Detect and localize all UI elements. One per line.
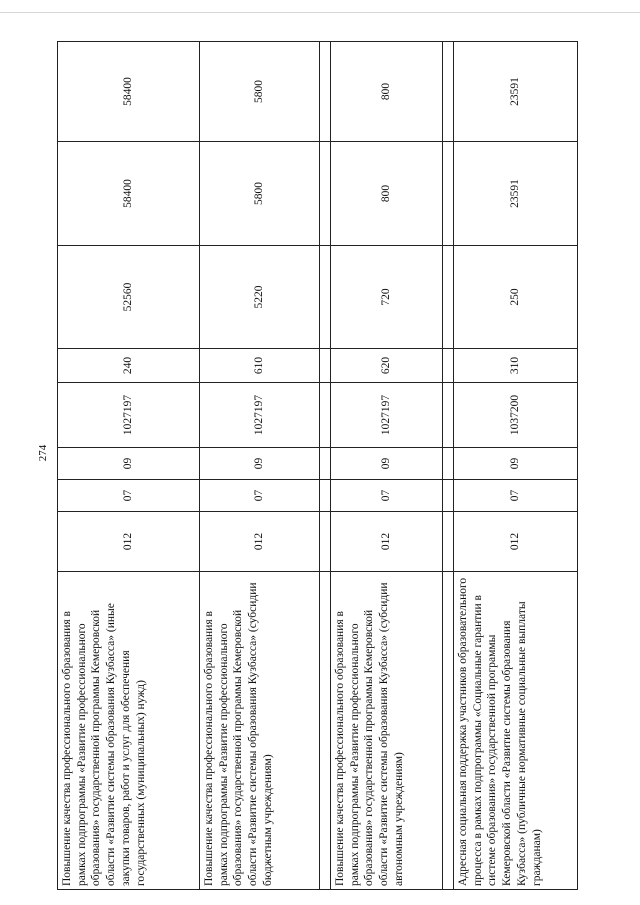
amount-3: 23591: [454, 42, 578, 142]
row-description: Адресная социальная поддержка участников образовательного процесса в рамках подпрограммы «Социальные гарантии в системе образования» государственной программы Кемеровской области «Развитие системы образования Кузбасса» (публичные нормативные социальные выплаты гражданам): [454, 572, 578, 890]
table-row: [200, 42, 320, 890]
table-row: [58, 42, 200, 890]
table-gap-row: [443, 42, 454, 890]
expense-type-code: 610: [200, 349, 320, 383]
table-row: [454, 42, 578, 890]
ministry-code: 012: [58, 512, 200, 572]
budget-table-rotated: [57, 42, 575, 890]
subsection-code: 09: [454, 448, 578, 480]
budget-table: [57, 41, 578, 890]
target-article-code: 1027197: [58, 383, 200, 448]
page-top-rule: [0, 12, 640, 13]
amount-3: 58400: [58, 42, 200, 142]
amount-1: 52560: [58, 246, 200, 349]
section-code: 07: [200, 480, 320, 512]
target-article-code: 1027197: [200, 383, 320, 448]
amount-2: 800: [331, 142, 443, 246]
amount-2: 5800: [200, 142, 320, 246]
subsection-code: 09: [58, 448, 200, 480]
section-code: 07: [454, 480, 578, 512]
page-number: 274: [37, 444, 49, 462]
expense-type-code: 310: [454, 349, 578, 383]
section-code: 07: [58, 480, 200, 512]
row-description: Повышение качества профессионального образования в рамках подпрограммы «Развитие профессионального образования» государственной программы Кемеровской области «Развитие системы образования Кузбасса» (субсидии бюджетным учреждениям): [200, 572, 320, 890]
subsection-code: 09: [200, 448, 320, 480]
amount-1: 5220: [200, 246, 320, 349]
ministry-code: 012: [454, 512, 578, 572]
row-description: Повышение качества профессионального образования в рамках подпрограммы «Развитие профессионального образования» государственной программы Кемеровской области «Развитие системы образования Кузбасса» (субсидии автономным учреждениям): [331, 572, 443, 890]
section-code: 07: [331, 480, 443, 512]
target-article-code: 1037200: [454, 383, 578, 448]
row-description: Повышение качества профессионального образования в рамках подпрограммы «Развитие профессионального образования» государственной программы Кемеровской области «Развитие системы образования Кузбасса» (иные закупки товаров, работ и услуг для обеспечения государственных (муниципальных) нужд): [58, 572, 200, 890]
amount-3: 5800: [200, 42, 320, 142]
amount-1: 250: [454, 246, 578, 349]
expense-type-code: 620: [331, 349, 443, 383]
expense-type-code: 240: [58, 349, 200, 383]
amount-1: 720: [331, 246, 443, 349]
amount-2: 58400: [58, 142, 200, 246]
amount-3: 800: [331, 42, 443, 142]
subsection-code: 09: [331, 448, 443, 480]
amount-2: 23591: [454, 142, 578, 246]
target-article-code: 1027197: [331, 383, 443, 448]
table-gap-row: [320, 42, 331, 890]
ministry-code: 012: [331, 512, 443, 572]
ministry-code: 012: [200, 512, 320, 572]
table-row: [331, 42, 443, 890]
